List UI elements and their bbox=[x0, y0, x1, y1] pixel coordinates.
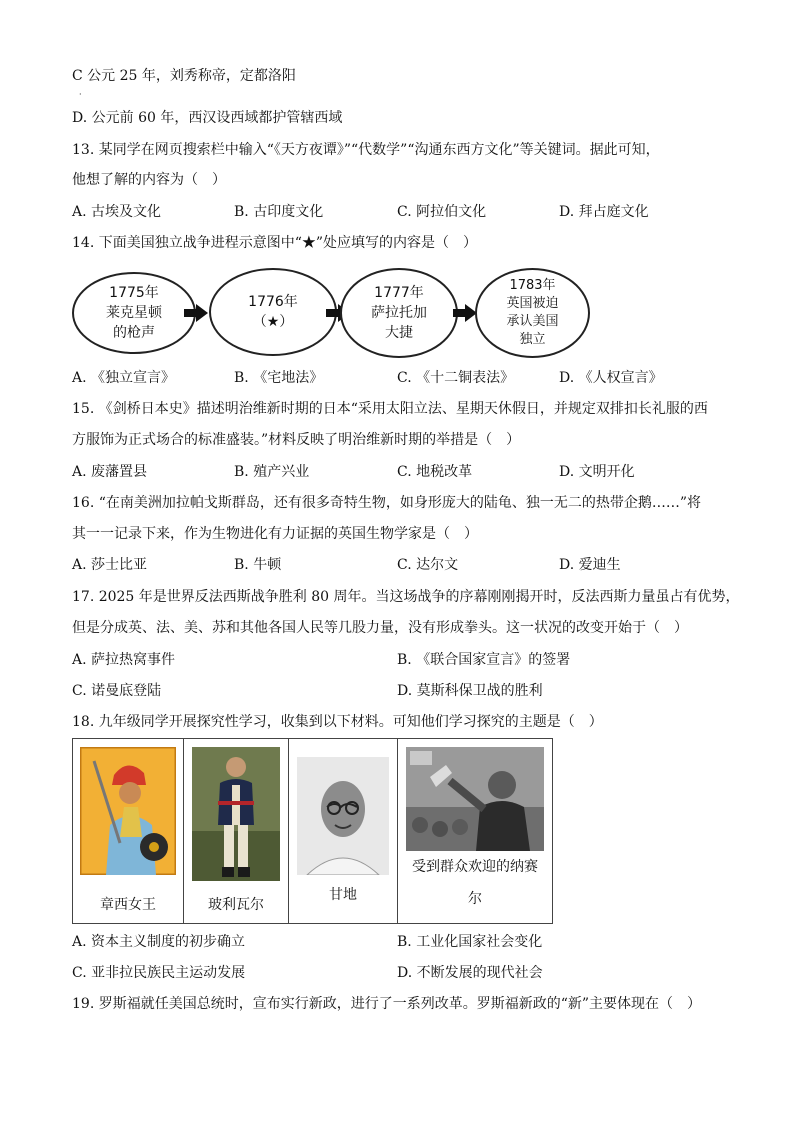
rani-lakshmibai-portrait bbox=[80, 747, 176, 875]
nasser-photo bbox=[406, 747, 544, 851]
flow-node-1783-line3: 承认美国 bbox=[506, 314, 559, 329]
q16-option-c: C. 达尔文 bbox=[397, 557, 459, 573]
flow-node-1783-line4: 独立 bbox=[519, 332, 546, 347]
q18-option-a: A. 资本主义制度的初步确立 bbox=[72, 934, 246, 950]
q13-option-d: D. 拜占庭文化 bbox=[559, 204, 649, 220]
question-16-line1: 16. “在南美洲加拉帕戈斯群岛，还有很多奇特生物，如身形庞大的陆龟、独一无二的热带企鹅……”将 bbox=[72, 495, 702, 511]
flow-node-1783-line2: 英国被迫 bbox=[506, 296, 559, 311]
q13-option-b: B. 古印度文化 bbox=[234, 204, 324, 220]
q16-option-d: D. 爱迪生 bbox=[559, 557, 621, 573]
q17-option-c: C. 诺曼底登陆 bbox=[72, 683, 162, 699]
flow-node-1775-line3: 的枪声 bbox=[113, 325, 155, 341]
q17-option-b: B. 《联合国家宣言》的签署 bbox=[397, 652, 571, 668]
gandhi-portrait bbox=[297, 757, 389, 875]
flow-node-1777 bbox=[340, 268, 458, 358]
arrow-right-icon bbox=[453, 304, 477, 322]
q18-option-b: B. 工业化国家社会变化 bbox=[397, 934, 543, 950]
q13-option-a: A. 古埃及文化 bbox=[72, 204, 162, 220]
cell-rani-lakshmibai bbox=[73, 739, 184, 924]
q17-option-d: D. 莫斯科保卫战的胜利 bbox=[397, 683, 543, 699]
independence-war-flowchart bbox=[72, 268, 602, 360]
flow-node-1777-year: 1777年 bbox=[374, 285, 424, 301]
flow-node-1776-star: （★） bbox=[252, 314, 294, 330]
q14-option-b: B. 《宅地法》 bbox=[234, 370, 324, 386]
q13-option-c: C. 阿拉伯文化 bbox=[397, 204, 487, 220]
option-d-q12: D. 公元前 60 年，西汉设西域都护管辖西域 bbox=[72, 110, 343, 126]
q17-option-a: A. 萨拉热窝事件 bbox=[72, 652, 176, 668]
caption-nasser-line2: 尔 bbox=[468, 891, 482, 907]
question-13-line1: 13. 某同学在网页搜索栏中输入“《天方夜谭》”“代数学”“沟通东西方文化”等关键词。据此可知， bbox=[72, 142, 660, 158]
q14-option-d: D. 《人权宣言》 bbox=[559, 370, 663, 386]
flow-node-1777-line3: 大捷 bbox=[385, 325, 413, 341]
q18-option-c: C. 亚非拉民族民主运动发展 bbox=[72, 965, 246, 981]
question-14: 14. 下面美国独立战争进程示意图中“★”处应填写的内容是（ ） bbox=[72, 235, 478, 251]
arrow-right-icon bbox=[184, 304, 208, 322]
flow-node-1777-line2: 萨拉托加 bbox=[371, 305, 427, 321]
flow-node-1783 bbox=[475, 268, 590, 358]
question-16-line2: 其一一记录下来，作为生物进化有力证据的英国生物学家是（ ） bbox=[72, 526, 478, 542]
bolivar-portrait bbox=[192, 747, 280, 881]
q15-option-a: A. 废藩置县 bbox=[72, 464, 148, 480]
flow-node-1776-year: 1776年 bbox=[248, 294, 298, 310]
question-13-line2: 他想了解的内容为（ ） bbox=[72, 172, 226, 188]
caption-nasser-line1: 受到群众欢迎的纳赛 bbox=[412, 859, 538, 875]
question-15-line1: 15. 《剑桥日本史》描述明治维新时期的日本“采用太阳立法、星期天休假日，并规定双排扣长礼服的西 bbox=[72, 401, 708, 417]
option-c-q12: C 公元 25 年，刘秀称帝，定都洛阳 bbox=[72, 68, 296, 84]
caption-bolivar: 玻利瓦尔 bbox=[208, 897, 264, 913]
cell-nasser bbox=[398, 739, 553, 924]
cell-bolivar bbox=[184, 739, 289, 924]
q15-option-b: B. 殖产兴业 bbox=[234, 464, 310, 480]
question-17-line1: 17. 2025 年是世界反法西斯战争胜利 80 周年。当这场战争的序幕刚刚揭开时，反法西斯力量虽占有优势， bbox=[72, 589, 740, 605]
flow-node-1775-year: 1775年 bbox=[109, 285, 159, 301]
q16-option-a: A. 莎士比亚 bbox=[72, 557, 148, 573]
material-pictures-table bbox=[72, 738, 553, 924]
flow-node-1776 bbox=[209, 268, 337, 356]
stray-mark: · bbox=[79, 90, 82, 99]
q16-option-b: B. 牛顿 bbox=[234, 557, 282, 573]
q15-option-d: D. 文明开化 bbox=[559, 464, 635, 480]
caption-rani: 章西女王 bbox=[100, 897, 156, 913]
question-15-line2: 方服饰为正式场合的标准盛装。”材料反映了明治维新时期的举措是（ ） bbox=[72, 432, 521, 448]
question-17-line2: 但是分成英、法、美、苏和其他各国人民等几股力量，没有形成拳头。这一状况的改变开始于（ ） bbox=[72, 620, 688, 636]
cell-gandhi bbox=[289, 739, 398, 924]
caption-gandhi: 甘地 bbox=[329, 887, 357, 903]
flow-node-1775-line2: 莱克星顿 bbox=[106, 305, 162, 321]
question-19: 19. 罗斯福就任美国总统时，宣布实行新政，进行了一系列改革。罗斯福新政的“新”主要体现在（ ） bbox=[72, 996, 702, 1012]
flow-node-1775 bbox=[72, 272, 196, 354]
q18-option-d: D. 不断发展的现代社会 bbox=[397, 965, 543, 981]
question-18: 18. 九年级同学开展探究性学习，收集到以下材料。可知他们学习探究的主题是（ ） bbox=[72, 714, 603, 730]
q15-option-c: C. 地税改革 bbox=[397, 464, 473, 480]
q14-option-c: C. 《十二铜表法》 bbox=[397, 370, 515, 386]
flow-node-1783-year: 1783年 bbox=[509, 278, 556, 293]
q14-option-a: A. 《独立宣言》 bbox=[72, 370, 176, 386]
